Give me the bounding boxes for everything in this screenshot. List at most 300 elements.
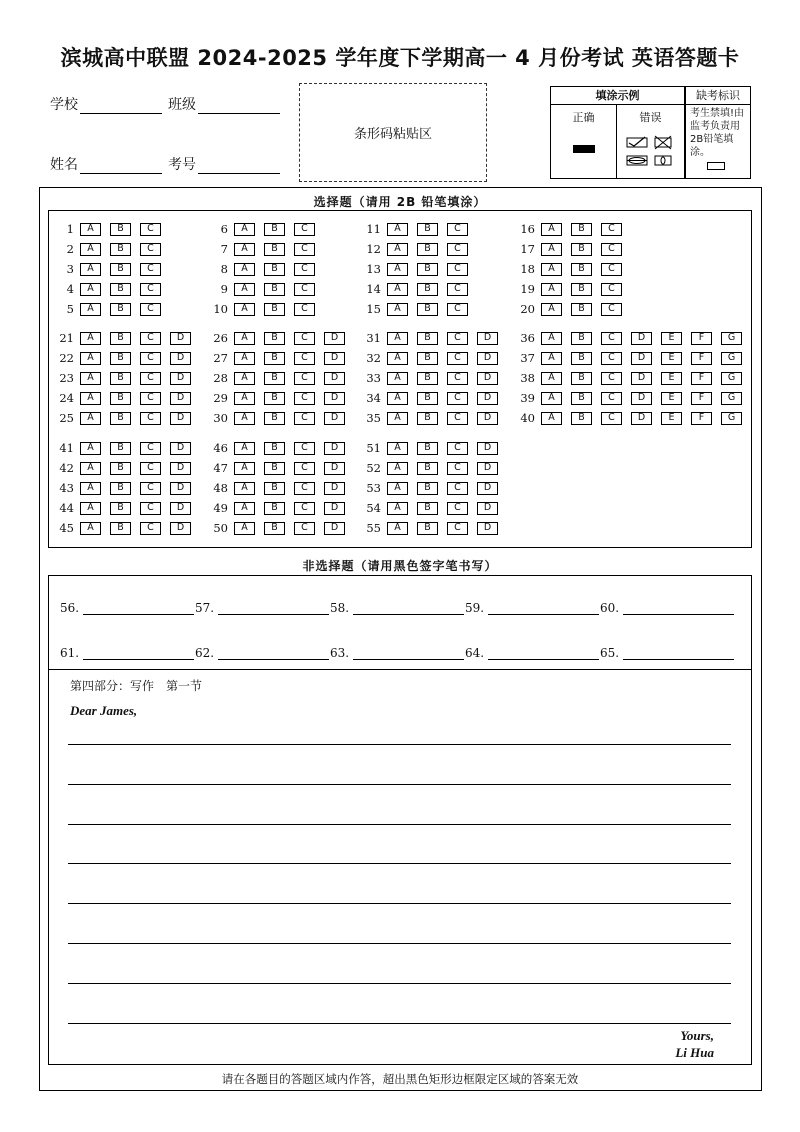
absent-mark xyxy=(685,86,751,179)
option-a-bubble[interactable]: A xyxy=(234,263,255,276)
option-b-bubble[interactable]: B xyxy=(110,303,131,316)
option-b-bubble[interactable]: B xyxy=(110,243,131,256)
option-d-bubble[interactable]: D xyxy=(170,482,191,495)
option-b-bubble[interactable]: B xyxy=(417,502,438,515)
option-d-bubble[interactable]: D xyxy=(477,442,498,455)
blank-number: 60. xyxy=(600,601,620,615)
question-number: 15 xyxy=(366,302,381,316)
option-d-bubble[interactable]: D xyxy=(170,412,191,425)
option-d-bubble[interactable]: D xyxy=(477,482,498,495)
blank-line[interactable] xyxy=(218,648,329,660)
option-a-bubble[interactable]: A xyxy=(234,482,255,495)
option-d-bubble[interactable]: D xyxy=(477,412,498,425)
option-b-bubble[interactable]: B xyxy=(571,303,592,316)
option-a-bubble[interactable]: A xyxy=(541,352,562,365)
option-a-bubble[interactable]: A xyxy=(80,332,101,345)
question-number: 37 xyxy=(520,351,535,365)
option-d-bubble[interactable]: D xyxy=(170,352,191,365)
option-c-bubble[interactable]: C xyxy=(447,522,468,535)
option-b-bubble[interactable]: B xyxy=(264,462,285,475)
option-d-bubble[interactable]: D xyxy=(170,522,191,535)
option-a-bubble[interactable]: A xyxy=(80,243,101,256)
non-choice-divider xyxy=(48,669,752,670)
question-number: 34 xyxy=(366,391,381,405)
option-b-bubble[interactable]: B xyxy=(264,283,285,296)
question-number: 52 xyxy=(366,461,381,475)
option-a-bubble[interactable]: A xyxy=(234,352,255,365)
question-number: 46 xyxy=(213,441,228,455)
option-b-bubble[interactable]: B xyxy=(264,502,285,515)
option-c-bubble[interactable]: C xyxy=(294,502,315,515)
option-d-bubble[interactable]: D xyxy=(631,332,652,345)
option-b-bubble[interactable]: B xyxy=(571,223,592,236)
option-a-bubble[interactable]: A xyxy=(541,412,562,425)
option-c-bubble[interactable]: C xyxy=(447,392,468,405)
blank-number: 64. xyxy=(465,646,485,660)
option-c-bubble[interactable]: C xyxy=(140,482,161,495)
option-d-bubble[interactable]: D xyxy=(631,392,652,405)
option-a-bubble[interactable]: A xyxy=(387,263,408,276)
option-a-bubble[interactable]: A xyxy=(541,303,562,316)
option-c-bubble[interactable]: C xyxy=(447,332,468,345)
option-b-bubble[interactable]: B xyxy=(264,223,285,236)
option-d-bubble[interactable]: D xyxy=(324,442,345,455)
option-a-bubble[interactable]: A xyxy=(80,412,101,425)
option-b-bubble[interactable]: B xyxy=(417,522,438,535)
option-d-bubble[interactable]: D xyxy=(631,372,652,385)
question-number: 42 xyxy=(59,461,74,475)
option-c-bubble[interactable]: C xyxy=(601,392,622,405)
option-e-bubble[interactable]: E xyxy=(661,372,682,385)
blank-number: 59. xyxy=(465,601,485,615)
option-c-bubble[interactable]: C xyxy=(447,283,468,296)
option-b-bubble[interactable]: B xyxy=(110,522,131,535)
option-a-bubble[interactable]: A xyxy=(387,332,408,345)
option-b-bubble[interactable]: B xyxy=(417,223,438,236)
option-b-bubble[interactable]: B xyxy=(264,243,285,256)
question-13 xyxy=(359,262,477,276)
option-c-bubble[interactable]: C xyxy=(140,303,161,316)
option-d-bubble[interactable]: D xyxy=(324,392,345,405)
option-b-bubble[interactable]: B xyxy=(417,303,438,316)
option-b-bubble[interactable]: B xyxy=(571,352,592,365)
question-number: 28 xyxy=(213,371,228,385)
option-c-bubble[interactable]: C xyxy=(447,352,468,365)
option-a-bubble[interactable]: A xyxy=(387,502,408,515)
option-a-bubble[interactable]: A xyxy=(387,442,408,455)
option-d-bubble[interactable]: D xyxy=(631,352,652,365)
option-a-bubble[interactable]: A xyxy=(234,243,255,256)
option-e-bubble[interactable]: E xyxy=(661,392,682,405)
option-e-bubble[interactable]: E xyxy=(661,412,682,425)
question-number: 16 xyxy=(520,222,535,236)
option-d-bubble[interactable]: D xyxy=(477,502,498,515)
option-a-bubble[interactable]: A xyxy=(234,372,255,385)
question-37 xyxy=(513,351,751,365)
question-number: 43 xyxy=(59,481,74,495)
question-number: 10 xyxy=(213,302,228,316)
question-41 xyxy=(52,441,200,455)
blank-59[interactable] xyxy=(465,601,599,615)
option-b-bubble[interactable]: B xyxy=(264,482,285,495)
option-c-bubble[interactable]: C xyxy=(140,332,161,345)
option-c-bubble[interactable]: C xyxy=(140,283,161,296)
option-a-bubble[interactable]: A xyxy=(80,283,101,296)
option-b-bubble[interactable]: B xyxy=(417,462,438,475)
blank-line[interactable] xyxy=(488,603,599,615)
writing-signature: Li Hua xyxy=(675,1045,714,1060)
writing-line[interactable] xyxy=(68,863,731,864)
blank-number: 58. xyxy=(330,601,350,615)
barcode-label: 条形码粘贴区 xyxy=(353,127,432,142)
option-a-bubble[interactable]: A xyxy=(80,442,101,455)
option-a-bubble[interactable]: A xyxy=(541,283,562,296)
exam-no-label: 考号 xyxy=(168,157,196,173)
option-b-bubble[interactable]: B xyxy=(264,332,285,345)
option-d-bubble[interactable]: D xyxy=(477,372,498,385)
option-f-bubble[interactable]: F xyxy=(691,372,712,385)
question-29 xyxy=(206,391,354,405)
option-g-bubble[interactable]: G xyxy=(721,332,742,345)
option-c-bubble[interactable]: C xyxy=(294,412,315,425)
blank-line[interactable] xyxy=(218,603,329,615)
question-8 xyxy=(206,262,324,276)
fill-legend-title: 填涂示例 xyxy=(551,87,684,105)
question-number: 2 xyxy=(66,242,74,256)
option-c-bubble[interactable]: C xyxy=(140,223,161,236)
option-a-bubble[interactable]: A xyxy=(387,482,408,495)
name-examno-row xyxy=(50,154,286,174)
option-b-bubble[interactable]: B xyxy=(110,223,131,236)
option-f-bubble[interactable]: F xyxy=(691,412,712,425)
option-a-bubble[interactable]: A xyxy=(80,392,101,405)
option-c-bubble[interactable]: C xyxy=(601,352,622,365)
option-c-bubble[interactable]: C xyxy=(601,303,622,316)
option-a-bubble[interactable]: A xyxy=(234,332,255,345)
fill-legend xyxy=(550,86,685,179)
option-d-bubble[interactable]: D xyxy=(477,352,498,365)
option-c-bubble[interactable]: C xyxy=(447,303,468,316)
option-c-bubble[interactable]: C xyxy=(294,522,315,535)
option-b-bubble[interactable]: B xyxy=(571,372,592,385)
option-b-bubble[interactable]: B xyxy=(110,462,131,475)
option-d-bubble[interactable]: D xyxy=(170,332,191,345)
option-b-bubble[interactable]: B xyxy=(571,332,592,345)
option-a-bubble[interactable]: A xyxy=(541,243,562,256)
option-b-bubble[interactable]: B xyxy=(571,283,592,296)
option-b-bubble[interactable]: B xyxy=(417,412,438,425)
option-a-bubble[interactable]: A xyxy=(80,462,101,475)
option-c-bubble[interactable]: C xyxy=(601,243,622,256)
option-g-bubble[interactable]: G xyxy=(721,372,742,385)
option-c-bubble[interactable]: C xyxy=(294,243,315,256)
option-c-bubble[interactable]: C xyxy=(140,263,161,276)
option-f-bubble[interactable]: F xyxy=(691,392,712,405)
option-b-bubble[interactable]: B xyxy=(417,263,438,276)
option-b-bubble[interactable]: B xyxy=(264,352,285,365)
option-c-bubble[interactable]: C xyxy=(447,243,468,256)
option-d-bubble[interactable]: D xyxy=(170,502,191,515)
option-g-bubble[interactable]: G xyxy=(721,392,742,405)
option-c-bubble[interactable]: C xyxy=(294,283,315,296)
question-number: 55 xyxy=(366,521,381,535)
writing-line[interactable] xyxy=(68,903,731,904)
option-c-bubble[interactable]: C xyxy=(140,442,161,455)
option-b-bubble[interactable]: B xyxy=(264,522,285,535)
class-field[interactable] xyxy=(198,100,280,114)
option-a-bubble[interactable]: A xyxy=(234,502,255,515)
option-d-bubble[interactable]: D xyxy=(324,462,345,475)
option-c-bubble[interactable]: C xyxy=(294,442,315,455)
blank-58[interactable] xyxy=(330,601,464,615)
blank-56[interactable] xyxy=(60,601,194,615)
option-d-bubble[interactable]: D xyxy=(477,522,498,535)
blank-60[interactable] xyxy=(600,601,734,615)
option-a-bubble[interactable]: A xyxy=(234,303,255,316)
option-c-bubble[interactable]: C xyxy=(294,392,315,405)
option-a-bubble[interactable]: A xyxy=(80,502,101,515)
option-d-bubble[interactable]: D xyxy=(170,442,191,455)
question-34 xyxy=(359,391,507,405)
option-c-bubble[interactable]: C xyxy=(447,442,468,455)
option-a-bubble[interactable]: A xyxy=(80,223,101,236)
question-number: 11 xyxy=(366,222,381,236)
option-a-bubble[interactable]: A xyxy=(541,392,562,405)
option-a-bubble[interactable]: A xyxy=(234,283,255,296)
writing-line[interactable] xyxy=(68,744,731,745)
blank-line[interactable] xyxy=(353,648,464,660)
blank-63[interactable] xyxy=(330,646,464,660)
blank-line[interactable] xyxy=(353,603,464,615)
option-d-bubble[interactable]: D xyxy=(631,412,652,425)
option-c-bubble[interactable]: C xyxy=(294,372,315,385)
option-d-bubble[interactable]: D xyxy=(477,462,498,475)
question-number: 5 xyxy=(66,302,74,316)
mc-section-title: 选择题（请用 2B 铅笔填涂） xyxy=(313,195,487,209)
question-31 xyxy=(359,331,507,345)
option-c-bubble[interactable]: C xyxy=(601,412,622,425)
option-c-bubble[interactable]: C xyxy=(601,372,622,385)
option-a-bubble[interactable]: A xyxy=(387,283,408,296)
option-b-bubble[interactable]: B xyxy=(571,263,592,276)
option-b-bubble[interactable]: B xyxy=(110,263,131,276)
option-c-bubble[interactable]: C xyxy=(140,462,161,475)
option-c-bubble[interactable]: C xyxy=(140,502,161,515)
question-number: 7 xyxy=(220,242,228,256)
option-b-bubble[interactable]: B xyxy=(571,412,592,425)
option-b-bubble[interactable]: B xyxy=(571,243,592,256)
option-b-bubble[interactable]: B xyxy=(264,392,285,405)
writing-line[interactable] xyxy=(68,943,731,944)
option-a-bubble[interactable]: A xyxy=(541,223,562,236)
option-b-bubble[interactable]: B xyxy=(417,332,438,345)
option-a-bubble[interactable]: A xyxy=(387,243,408,256)
option-a-bubble[interactable]: A xyxy=(387,412,408,425)
option-b-bubble[interactable]: B xyxy=(571,392,592,405)
option-a-bubble[interactable]: A xyxy=(387,392,408,405)
question-number: 36 xyxy=(520,331,535,345)
question-20 xyxy=(513,302,631,316)
option-c-bubble[interactable]: C xyxy=(140,372,161,385)
blank-line[interactable] xyxy=(488,648,599,660)
option-a-bubble[interactable]: A xyxy=(541,263,562,276)
option-c-bubble[interactable]: C xyxy=(294,263,315,276)
option-a-bubble[interactable]: A xyxy=(387,522,408,535)
option-a-bubble[interactable]: A xyxy=(541,332,562,345)
option-a-bubble[interactable]: A xyxy=(80,303,101,316)
option-b-bubble[interactable]: B xyxy=(110,352,131,365)
option-b-bubble[interactable]: B xyxy=(264,442,285,455)
option-a-bubble[interactable]: A xyxy=(234,442,255,455)
option-a-bubble[interactable]: A xyxy=(80,352,101,365)
option-b-bubble[interactable]: B xyxy=(110,283,131,296)
question-number: 47 xyxy=(213,461,228,475)
question-number: 20 xyxy=(520,302,535,316)
option-b-bubble[interactable]: B xyxy=(417,243,438,256)
option-a-bubble[interactable]: A xyxy=(387,303,408,316)
exam-no-field[interactable] xyxy=(198,160,280,174)
option-b-bubble[interactable]: B xyxy=(264,263,285,276)
writing-line[interactable] xyxy=(68,983,731,984)
absent-checkbox[interactable] xyxy=(707,162,725,170)
blank-57[interactable] xyxy=(195,601,329,615)
option-c-bubble[interactable]: C xyxy=(140,243,161,256)
option-d-bubble[interactable]: D xyxy=(477,332,498,345)
option-c-bubble[interactable]: C xyxy=(294,332,315,345)
option-d-bubble[interactable]: D xyxy=(324,352,345,365)
option-a-bubble[interactable]: A xyxy=(387,223,408,236)
option-c-bubble[interactable]: C xyxy=(140,522,161,535)
question-number: 53 xyxy=(366,481,381,495)
question-number: 41 xyxy=(59,441,74,455)
legend-correct-label: 正确 xyxy=(572,111,595,124)
question-number: 45 xyxy=(59,521,74,535)
option-b-bubble[interactable]: B xyxy=(417,372,438,385)
option-d-bubble[interactable]: D xyxy=(170,372,191,385)
barcode-area xyxy=(299,83,487,182)
blank-62[interactable] xyxy=(195,646,329,660)
school-field[interactable] xyxy=(80,100,162,114)
option-a-bubble[interactable]: A xyxy=(234,522,255,535)
blank-number: 61. xyxy=(60,646,80,660)
name-field[interactable] xyxy=(80,160,162,174)
option-b-bubble[interactable]: B xyxy=(264,372,285,385)
option-c-bubble[interactable]: C xyxy=(601,223,622,236)
option-e-bubble[interactable]: E xyxy=(661,352,682,365)
question-number: 18 xyxy=(520,262,535,276)
option-a-bubble[interactable]: A xyxy=(80,372,101,385)
option-a-bubble[interactable]: A xyxy=(387,372,408,385)
question-16 xyxy=(513,222,631,236)
blank-line[interactable] xyxy=(83,648,194,660)
option-b-bubble[interactable]: B xyxy=(417,352,438,365)
option-c-bubble[interactable]: C xyxy=(447,223,468,236)
option-c-bubble[interactable]: C xyxy=(447,263,468,276)
option-c-bubble[interactable]: C xyxy=(447,502,468,515)
option-e-bubble[interactable]: E xyxy=(661,332,682,345)
option-g-bubble[interactable]: G xyxy=(721,352,742,365)
option-a-bubble[interactable]: A xyxy=(234,392,255,405)
option-c-bubble[interactable]: C xyxy=(140,352,161,365)
option-a-bubble[interactable]: A xyxy=(387,352,408,365)
option-d-bubble[interactable]: D xyxy=(324,482,345,495)
option-b-bubble[interactable]: B xyxy=(264,412,285,425)
option-b-bubble[interactable]: B xyxy=(110,372,131,385)
blank-61[interactable] xyxy=(60,646,194,660)
option-b-bubble[interactable]: B xyxy=(110,392,131,405)
option-c-bubble[interactable]: C xyxy=(140,412,161,425)
option-b-bubble[interactable]: B xyxy=(110,332,131,345)
option-a-bubble[interactable]: A xyxy=(234,462,255,475)
option-b-bubble[interactable]: B xyxy=(417,482,438,495)
option-c-bubble[interactable]: C xyxy=(294,462,315,475)
option-d-bubble[interactable]: D xyxy=(170,392,191,405)
option-a-bubble[interactable]: A xyxy=(80,263,101,276)
option-b-bubble[interactable]: B xyxy=(110,482,131,495)
option-b-bubble[interactable]: B xyxy=(110,442,131,455)
option-c-bubble[interactable]: C xyxy=(294,223,315,236)
option-d-bubble[interactable]: D xyxy=(170,462,191,475)
option-a-bubble[interactable]: A xyxy=(80,522,101,535)
writing-line[interactable] xyxy=(68,784,731,785)
option-g-bubble[interactable]: G xyxy=(721,412,742,425)
option-c-bubble[interactable]: C xyxy=(447,462,468,475)
option-a-bubble[interactable]: A xyxy=(234,223,255,236)
option-c-bubble[interactable]: C xyxy=(601,332,622,345)
option-c-bubble[interactable]: C xyxy=(294,352,315,365)
option-a-bubble[interactable]: A xyxy=(234,412,255,425)
option-c-bubble[interactable]: C xyxy=(447,482,468,495)
question-number: 35 xyxy=(366,411,381,425)
option-c-bubble[interactable]: C xyxy=(447,372,468,385)
option-f-bubble[interactable]: F xyxy=(691,352,712,365)
writing-line[interactable] xyxy=(68,824,731,825)
option-c-bubble[interactable]: C xyxy=(447,412,468,425)
writing-line[interactable] xyxy=(68,1023,731,1024)
writing-closing: Yours, xyxy=(680,1028,714,1043)
option-b-bubble[interactable]: B xyxy=(110,412,131,425)
option-b-bubble[interactable]: B xyxy=(264,303,285,316)
option-d-bubble[interactable]: D xyxy=(324,502,345,515)
option-b-bubble[interactable]: B xyxy=(417,283,438,296)
blank-line[interactable] xyxy=(623,648,734,660)
blank-line[interactable] xyxy=(83,603,194,615)
blank-65[interactable] xyxy=(600,646,734,660)
option-a-bubble[interactable]: A xyxy=(80,482,101,495)
option-a-bubble[interactable]: A xyxy=(387,462,408,475)
option-b-bubble[interactable]: B xyxy=(110,502,131,515)
question-9 xyxy=(206,282,324,296)
option-d-bubble[interactable]: D xyxy=(324,372,345,385)
option-b-bubble[interactable]: B xyxy=(417,392,438,405)
question-number: 48 xyxy=(213,481,228,495)
option-c-bubble[interactable]: C xyxy=(140,392,161,405)
option-c-bubble[interactable]: C xyxy=(601,263,622,276)
option-c-bubble[interactable]: C xyxy=(294,482,315,495)
option-b-bubble[interactable]: B xyxy=(417,442,438,455)
option-d-bubble[interactable]: D xyxy=(324,412,345,425)
option-d-bubble[interactable]: D xyxy=(324,522,345,535)
blank-line[interactable] xyxy=(623,603,734,615)
option-f-bubble[interactable]: F xyxy=(691,332,712,345)
option-c-bubble[interactable]: C xyxy=(601,283,622,296)
option-d-bubble[interactable]: D xyxy=(477,392,498,405)
option-c-bubble[interactable]: C xyxy=(294,303,315,316)
blank-number: 65. xyxy=(600,646,620,660)
option-a-bubble[interactable]: A xyxy=(541,372,562,385)
option-d-bubble[interactable]: D xyxy=(324,332,345,345)
blank-64[interactable] xyxy=(465,646,599,660)
